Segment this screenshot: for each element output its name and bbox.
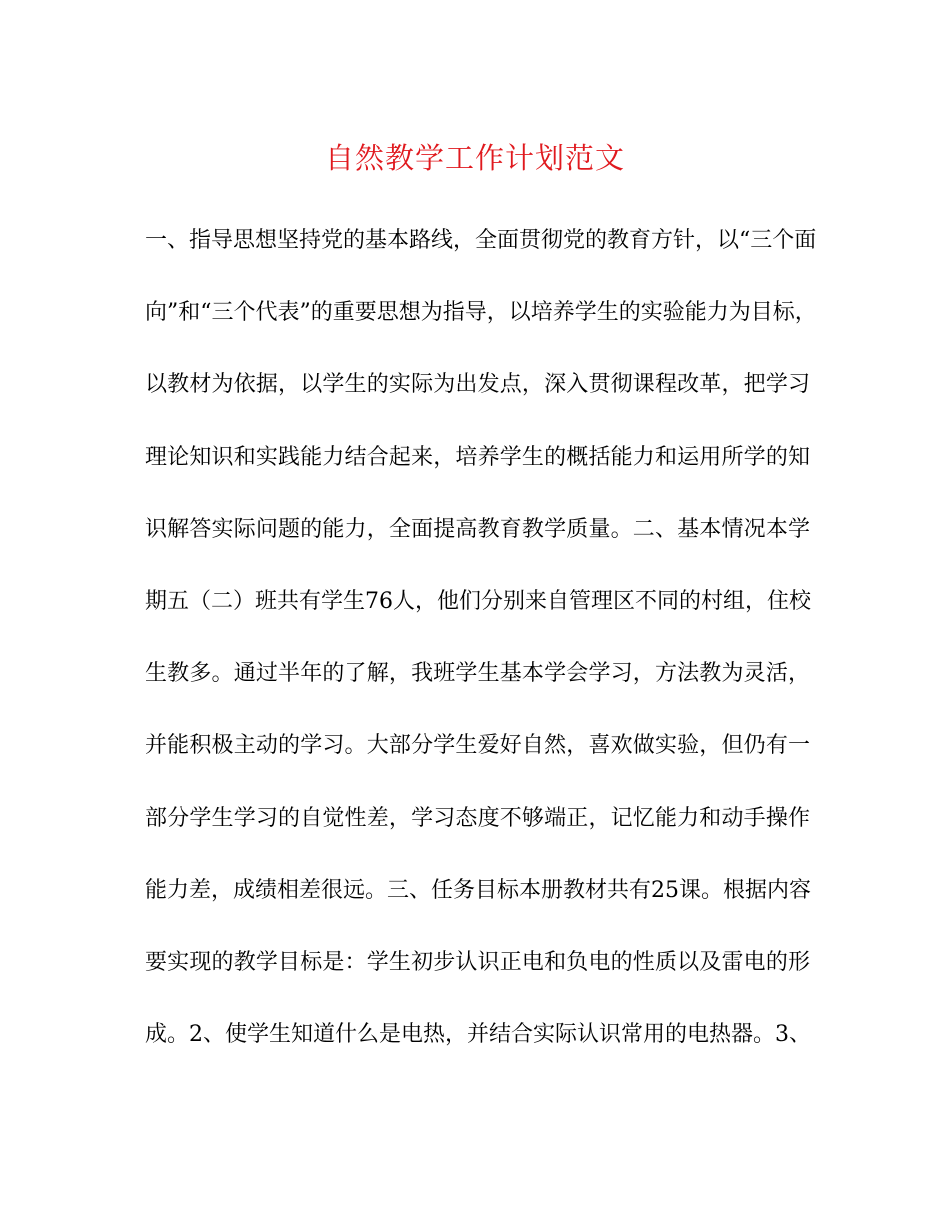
document-body	[145, 222, 817, 1088]
body-line-12: 成。2、使学生知道什么是电热，并结合实际认识常用的电热器。3、	[145, 1022, 811, 1048]
body-line-9: 部分学生学习的自觉性差，学习态度不够端正，记忆能力和动手操作	[145, 805, 810, 831]
body-line-8: 并能积极主动的学习。大部分学生爱好自然，喜欢做实验，但仍有一	[145, 733, 810, 759]
body-line-6: 期五（二）班共有学生76人，他们分别来自管理区不同的村组，住校	[145, 588, 811, 614]
body-line-7: 生教多。通过半年的了解，我班学生基本学会学习，方法教为灵活，	[145, 661, 810, 687]
body-line-2: 向”和“三个代表”的重要思想为指导，以培养学生的实验能力为目标，	[145, 300, 817, 326]
body-line-4: 理论知识和实践能力结合起来，培养学生的概括能力和运用所学的知	[145, 444, 810, 470]
body-line-11: 要实现的教学目标是：学生初步认识正电和负电的性质以及雷电的形	[145, 949, 810, 975]
body-line-5: 识解答实际问题的能力，全面提高教育教学质量。二、基本情况本学	[145, 516, 810, 542]
body-line-10: 能力差，成绩相差很远。三、任务目标本册教材共有25课。根据内容	[145, 877, 811, 903]
body-line-3: 以教材为依据，以学生的实际为出发点，深入贯彻课程改革，把学习	[145, 372, 810, 398]
document-title: 自然教学工作计划范文	[324, 141, 625, 175]
body-line-1: 一、指导思想坚持党的基本路线，全面贯彻党的教育方针，以“三个面	[145, 228, 817, 253]
